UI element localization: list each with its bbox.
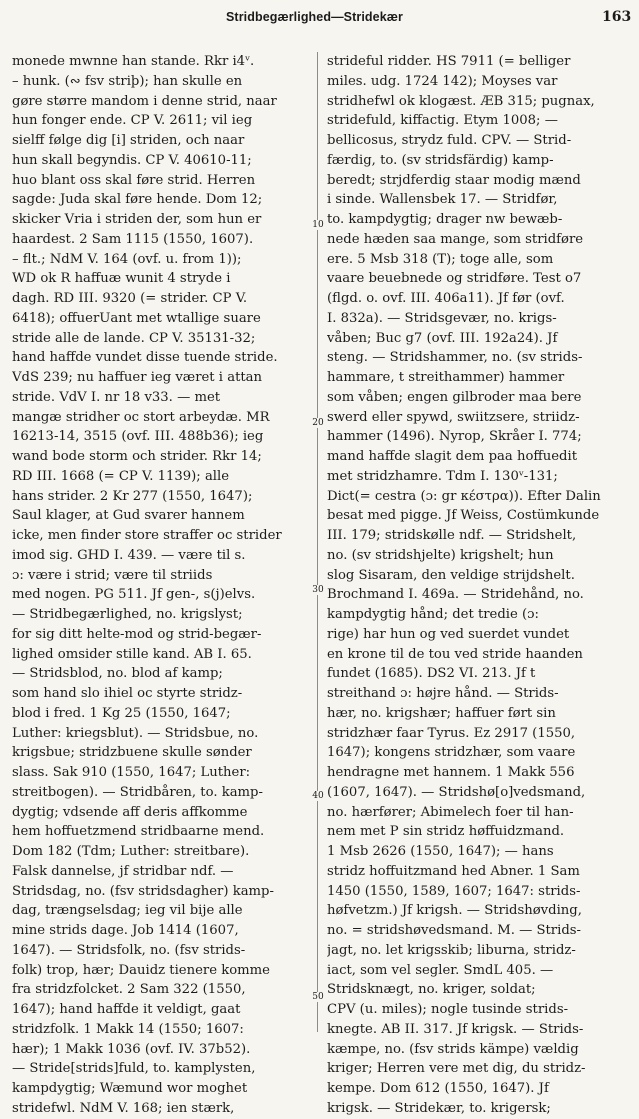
text-line: streithand ɔ: højre hånd. — Strids- bbox=[327, 686, 559, 701]
text-line: iact, som vel segler. SmdL 405. — bbox=[327, 962, 554, 978]
text-line: hem hoffuetzmend stridbaarne mend. bbox=[12, 824, 265, 840]
text-line: (flgd. o. ovf. III. 406a11). Jf før (ovf. bbox=[327, 291, 565, 306]
text-line: — Stride[strids]fuld, to. kamplysten, bbox=[12, 1061, 256, 1077]
text-line: jagt, no. let krigsskib; liburna, stridz- bbox=[327, 942, 576, 958]
text-line: dygtig; vdsende aff deris affkomme bbox=[12, 804, 248, 820]
text-line: 1647). — Stridsfolk, no. (fsv strids- bbox=[12, 942, 246, 958]
text-line: haardest. 2 Sam 1115 (1550, 1607). bbox=[12, 231, 254, 247]
text-line: swerd eller spywd, swiitzsere, striidz- bbox=[327, 409, 580, 425]
text-line: miles. udg. 1724 142); Moyses var bbox=[327, 73, 558, 89]
text-line: høfvetzm.) Jf krigsh. — Stridshøvding, bbox=[327, 903, 582, 919]
text-line: hammer (1496). Nyrop, Skråer I. 774; bbox=[327, 429, 582, 445]
text-line: våben; Buc g7 (ovf. III. 192a24). Jf bbox=[327, 330, 558, 346]
margin-line-number: 30 bbox=[312, 585, 324, 595]
text-line: slog Sisaram, den veldige strijdshelt. bbox=[327, 567, 575, 583]
text-line: streitbogen). — Stridbåren, to. kamp- bbox=[12, 784, 263, 800]
text-line: I. 832a). — Stridsgevær, no. krigs- bbox=[327, 310, 557, 326]
margin-line-number: 50 bbox=[312, 992, 324, 1002]
text-line: WD ok R haffuæ wunit 4 stryde i bbox=[12, 271, 231, 287]
text-line: stridefuld, kiffactig. Etym 1008; — bbox=[327, 113, 558, 129]
text-line: med nogen. PG 511. Jf gen-, s(j)elvs. bbox=[12, 587, 256, 603]
margin-line-number: 40 bbox=[312, 791, 324, 801]
text-line: hammare, t streithammer) hammer bbox=[327, 370, 565, 385]
text-line: no. hærfører; Abimelech foer til han- bbox=[327, 804, 574, 820]
text-line: hun fonger ende. CP V. 2611; vil ieg bbox=[12, 113, 253, 129]
text-line: VdS 239; nu haffuer ieg været i attan bbox=[12, 370, 263, 385]
text-line: i sinde. Wallensbek 17. — Stridfør, bbox=[327, 192, 558, 208]
text-line: bellicosus, strydz fuld. CPV. — Strid- bbox=[327, 133, 572, 148]
text-line: vaare beuebnede og stridføre. Test o7 bbox=[327, 271, 582, 287]
text-line: folk) trop, hær; Dauidz tienere komme bbox=[12, 962, 270, 978]
text-line: kampdygtig; Wæmund wor moghet bbox=[12, 1081, 248, 1096]
text-line: blod i fred. 1 Kg 25 (1550, 1647; bbox=[12, 705, 231, 721]
text-line: – hunk. (∾ fsv striþ); han skulle en bbox=[12, 73, 243, 89]
text-line: lighed omsider stille kand. AB I. 65. bbox=[12, 646, 252, 662]
running-title: Stridbegærlighed—Stridekær bbox=[226, 10, 403, 24]
text-line: nede hæden saa mange, som stridføre bbox=[327, 231, 584, 247]
text-line: no. (sv stridshjelte) krigshelt; hun bbox=[327, 547, 554, 563]
text-line: kampdygtig hånd; det tredie (ɔ: bbox=[327, 607, 539, 622]
text-line: fundet (1685). DS2 VI. 213. Jf t bbox=[327, 666, 536, 682]
text-line: stridzhær faar Tyrus. Ez 2917 (1550, bbox=[327, 725, 576, 741]
text-line: fra stridzfolcket. 2 Sam 322 (1550, bbox=[12, 982, 246, 998]
text-line: rige) har hun og ved suerdet vundet bbox=[327, 626, 570, 642]
text-line: mand haffde slagit dem paa hoffuedit bbox=[327, 449, 578, 464]
text-line: 1647); hand haffde it veldigt, gaat bbox=[12, 1002, 241, 1017]
text-line: dagh. RD III. 9320 (= strider. CP V. bbox=[12, 291, 248, 306]
text-line: huo blant oss skal føre strid. Herren bbox=[12, 172, 256, 188]
text-line: monede mwnne han stande. Rkr i4ᵛ. bbox=[12, 54, 255, 69]
text-line: Dom 182 (Tdm; Luther: streitbare). bbox=[12, 844, 250, 859]
text-line: sagde: Juda skal føre hende. Dom 12; bbox=[12, 192, 263, 208]
text-line: 1 Msb 2626 (1550, 1647); — hans bbox=[327, 844, 554, 859]
text-line: hand haffde vundet disse tuende stride. bbox=[12, 350, 278, 366]
text-line: færdig, to. (sv stridsfärdig) kamp- bbox=[327, 152, 554, 168]
text-line: III. 179; stridskølle ndf. — Stridshelt, bbox=[327, 528, 577, 543]
margin-line-number: 20 bbox=[312, 418, 324, 428]
running-header bbox=[0, 10, 639, 32]
text-line: stridefwl. NdM V. 168; ien stærk, bbox=[12, 1100, 235, 1116]
text-line: skicker Vria i striden der, som hun er bbox=[12, 212, 262, 227]
text-line: 1450 (1550, 1589, 1607; 1647: strids- bbox=[327, 883, 581, 899]
text-line: stridz hoffuitzmand hed Abner. 1 Sam bbox=[327, 863, 580, 879]
text-line: Falsk dannelse, jf stridbar ndf. — bbox=[12, 863, 234, 879]
page-number: 163 bbox=[602, 9, 632, 25]
text-line: hun skall begyndis. CP V. 40610-11; bbox=[12, 152, 252, 168]
column-divider bbox=[317, 52, 318, 1032]
text-line: – flt.; NdM V. 164 (ovf. u. from 1)); bbox=[12, 251, 242, 267]
text-line: knegte. AB II. 317. Jf krigsk. — Strids- bbox=[327, 1021, 584, 1037]
text-line: kempe. Dom 612 (1550, 1647). Jf bbox=[327, 1081, 549, 1096]
text-line: kriger; Herren vere met dig, du stridz- bbox=[327, 1061, 586, 1077]
text-line: krigsk. — Stridekær, to. krigersk; bbox=[327, 1100, 551, 1116]
left-column bbox=[12, 52, 310, 1119]
text-line: besat med pigge. Jf Weiss, Costümkunde bbox=[327, 508, 600, 524]
margin-line-number: 10 bbox=[312, 220, 324, 230]
text-line: 16213-14, 3515 (ovf. III. 488b36); ieg bbox=[12, 429, 264, 445]
text-line: mangæ stridher oc stort arbeydæ. MR bbox=[12, 409, 270, 425]
text-line: Stridsknægt, no. kriger, soldat; bbox=[327, 982, 536, 998]
text-line: stride alle de lande. CP V. 35131-32; bbox=[12, 330, 256, 346]
text-line: to. kampdygtig; drager nw bewæb- bbox=[327, 212, 563, 227]
text-line: — Stridsblod, no. blod af kamp; bbox=[12, 666, 223, 682]
text-line: for sig ditt helte-mod og strid-begær- bbox=[12, 626, 262, 642]
text-line: ɔ: være i strid; være til striids bbox=[12, 567, 213, 583]
text-line: som hand slo ihiel oc styrte stridz- bbox=[12, 686, 243, 701]
text-line: met stridzhamre. Tdm I. 130ᵛ-131; bbox=[327, 468, 558, 484]
text-line: steng. — Stridshammer, no. (sv strids- bbox=[327, 350, 583, 366]
text-line: hær); 1 Makk 1036 (ovf. IV. 37b52). bbox=[12, 1041, 251, 1057]
text-line: Stridsdag, no. (fsv stridsdagher) kamp- bbox=[12, 883, 274, 899]
text-line: kæmpe, no. (fsv strids kämpe) vældig bbox=[327, 1041, 579, 1057]
text-line: Saul klager, at Gud svarer hannem bbox=[12, 508, 245, 524]
text-line: icke, men finder store straffer oc strider bbox=[12, 528, 282, 543]
text-line: 6418); offuerUant met wtallige suare bbox=[12, 310, 261, 326]
text-line: sielff følge dig [i] striden, och naar bbox=[12, 133, 245, 148]
text-line: Dict(= cestra (ɔ: gr κέστρα)). Efter Dalin bbox=[327, 488, 601, 504]
text-line: strideful ridder. HS 7911 (= belliger bbox=[327, 54, 571, 69]
text-line: no. = stridshøvedsmand. M. — Strids- bbox=[327, 923, 581, 938]
text-line: en krone til de tou ved stride haanden bbox=[327, 646, 583, 662]
text-line: (1607, 1647). — Stridshø[o]vedsmand, bbox=[327, 784, 586, 800]
text-line: ere. 5 Msb 318 (T); toge alle, som bbox=[327, 251, 554, 267]
text-line: hær, no. krigshær; haffuer ført sin bbox=[327, 705, 556, 721]
text-line: gøre større mandom i denne strid, naar bbox=[12, 93, 277, 109]
text-line: hans strider. 2 Kr 277 (1550, 1647); bbox=[12, 488, 253, 504]
text-line: beredt; strjdferdig staar modig mænd bbox=[327, 172, 581, 188]
text-line: krigsbue; stridzbuene skulle sønder bbox=[12, 745, 252, 761]
text-line: imod sig. GHD I. 439. — være til s. bbox=[12, 547, 246, 563]
text-line: stride. VdV I. nr 18 v33. — met bbox=[12, 389, 221, 405]
right-column bbox=[327, 52, 624, 1119]
text-line: stridzfolk. 1 Makk 14 (1550; 1607: bbox=[12, 1021, 244, 1037]
text-line: dag, trængselsdag; ieg vil bije alle bbox=[12, 903, 243, 919]
text-line: Luther: kriegsblut). — Stridsbue, no. bbox=[12, 725, 259, 741]
text-line: hendragne met hannem. 1 Makk 556 bbox=[327, 765, 575, 780]
text-line: slass. Sak 910 (1550, 1647; Luther: bbox=[12, 765, 251, 780]
text-line: stridhefwl ok klogæst. ÆB 315; pugnax, bbox=[327, 93, 595, 109]
text-line: RD III. 1668 (= CP V. 1139); alle bbox=[12, 468, 230, 484]
text-line: — Stridbegærlighed, no. krigslyst; bbox=[12, 607, 243, 622]
text-line: mine strids dage. Job 1414 (1607, bbox=[12, 923, 239, 938]
text-line: 1647); kongens stridzhær, som vaare bbox=[327, 745, 576, 761]
text-line: Brochmand I. 469a. — Stridehånd, no. bbox=[327, 587, 584, 603]
text-line: wand bode storm och strider. Rkr 14; bbox=[12, 449, 262, 464]
text-line: CPV (u. miles); nogle tusinde strids- bbox=[327, 1002, 569, 1017]
text-line: som våben; engen gilbroder maa bere bbox=[327, 389, 582, 405]
text-line: nem met P sin stridz høffuidzmand. bbox=[327, 824, 565, 840]
